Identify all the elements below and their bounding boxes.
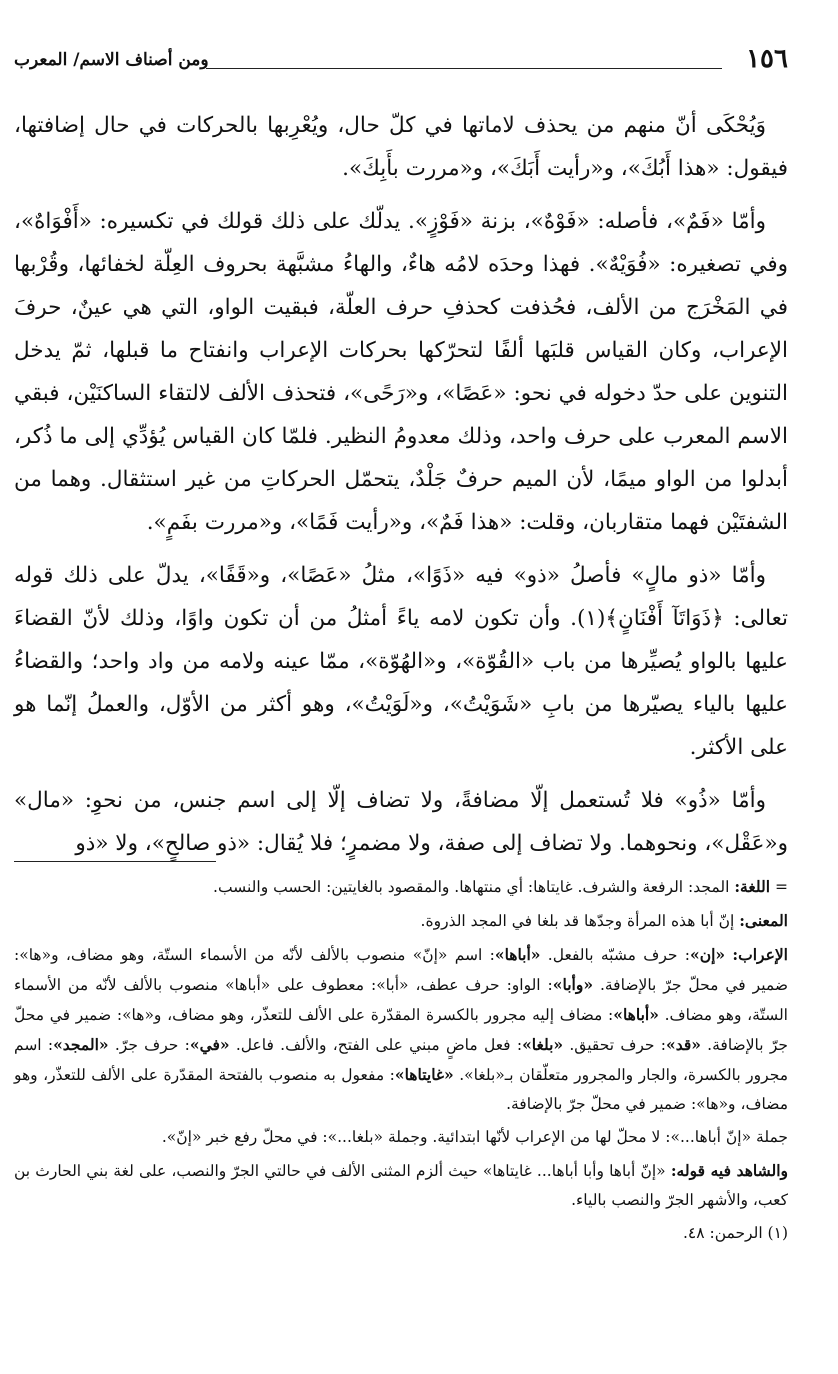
note-irab [14, 940, 788, 1119]
main-text [14, 104, 788, 875]
note-label: الإعراب: [732, 945, 788, 964]
irab-term: «أباها» [613, 1005, 659, 1024]
note-text: المجد: الرفعة والشرف. غايتاها: أي منتهاها. والمقصود بالغايتين: الحسب والنسب. [213, 878, 730, 896]
irab-text: : حرف تحقيق. [563, 1036, 666, 1054]
note-text: إنّ أبا هذه المرأة وجدّها قد بلغا في المجد الذروة. [420, 912, 735, 930]
paragraph: وأمّا «ذو مالٍ» فأصلُ «ذو» فيه «ذَوًا»، مثلُ «عَصًا»، و«قَفًا»، يدلّ على ذلك قوله تعالى: ﴿ذَوَاتَآ أَفْنَانٍ﴾(١). وأن تكون لامه ياءً أمثلُ من أن تكون واوًا، وذلك لأنّ القضاءَ عليها بالواو يُصيِّرها من باب «القُوّة»، و«الهُوّة»، ممّا عينه ولامه من واد واحد؛ والقضاءُ عليها بالياء يصيّرها من بابِ «شَوَيْتُ»، و«لَوَيْتُ»، وهو أكثر من الأوّل، والعملُ إنّما هو على الأكثر. [14, 563, 788, 760]
irab-term: «إن» [690, 945, 726, 964]
paragraph: وَيُحْكَى أنّ منهم من يحذف لاماتها في كلّ حال، ويُعْرِبها بالحركات في حال إضافتها، فيقول: «هذا أَبُكَ»، و«رأيت أَبَكَ»، و«مررت بأَبِكَ». [14, 113, 788, 181]
note-lugha [14, 872, 788, 902]
irab-term: «في» [189, 1035, 230, 1054]
irab-text: : اسم «إنّ» منصوب بالألف لأنّه من الأسماء الستّة، وهو مضاف، و«ها»: ضمير في محلّ جرّ بالإضافة. [14, 946, 788, 994]
irab-text: : فعل ماضٍ مبني على الفتح، والألف. فاعل. [229, 1036, 523, 1054]
irab-text: : حرف مشبّه بالفعل. [540, 946, 691, 964]
page-number: ١٥٦ [746, 44, 788, 74]
note-label: اللغة: [734, 877, 770, 896]
irab-term: «وأبا» [552, 975, 593, 994]
irab-text: : حرف جرّ. [108, 1036, 190, 1054]
page-header [14, 44, 788, 84]
irab-text: : مفعول به منصوب بالفتحة المقدّرة على الألف للتعذّر، وهو مضاف، و«ها»: ضمير في محلّ جرّ بالإضافة. [14, 1066, 788, 1113]
irab-term: «غايتاها» [394, 1065, 454, 1084]
paragraph: وأمّا «ذُو» فلا تُستعمل إلّا مضافةً، ولا تضاف إلّا إلى اسم جنس، من نحوِ: «مال» و«عَقْل»، ونحوهما. ولا تضاف إلى صفة، ولا مضمرٍ؛ فلا يُقال: «ذو صالحٍ»، ولا «ذو [14, 788, 788, 856]
irab-text: : الواو: حرف عطف، «أبا»: معطوف على «أباها» منصوب بالألف لأنّه من الأسماء الستّة، وهو مضاف. [14, 976, 788, 1024]
paragraph: وأمّا «فَمٌ»، فأصله: «فَوْهٌ»، بزنة «فَوْزٍ». يدلّك على ذلك قولك في تكسيره: «أَفْوَاهٌ»، وفي تصغيره: «فُوَيْهٌ». فهذا وحدَه لامُه هاءٌ، والهاءُ مشبَّهة بحروف العِلّة لخفائها، وقُرْبها في المَخْرَج من الألف، فحُذفت كحذفِ حرف العلّة، فبقيت الواو، التي هي عينٌ، حرفَ الإعراب، وكان القياس قلبَها ألفًا لتحرّكها بحركات الإعراب وانفتاح ما قبلها، ثمّ يدخل التنوين على حدّ دخوله في نحو: «عَصًا»، و«رَحًى»، فتحذف الألف لالتقاء الساكنَيْن، فبقي الاسم المعرب على حرف واحد، وذلك معدومُ النظير. فلمّا كان القياس يُؤدِّي إلى ما ذُكر، أبدلوا من الواو ميمًا، لأن الميم حرفٌ جَلْدٌ، يتحمّل الحركاتِ من غير استثقال. وهما من الشفتَيْن فهما متقاربان، وقلت: «هذا فَمٌ»، و«رأيت فَمًا»، و«مررت بفَمٍ». [14, 209, 788, 535]
note-label: والشاهد فيه قوله: [670, 1161, 788, 1180]
note-text: «إنّ أباها وأبا أباها... غايتاها» حيث ألزم المثنى الألف في حالتي الجرّ والنصب، على لغة بني الحارث بن كعب، والأشهر الجرّ والنصب بالياء. [14, 1162, 788, 1209]
note-jumla: جملة «إنّ أباها...»: لا محلّ لها من الإعراب لأنّها ابتدائية. وجملة «بلغا...»: في محلّ رفع خبر «إنّ». [161, 1128, 788, 1146]
note-maana [14, 906, 788, 936]
irab-text: : مضاف إليه مجرور بالكسرة المقدّرة على الألف للتعذّر، وهو مضاف، و«ها»: ضمير في محلّ جرّ بالإضافة. [14, 1006, 788, 1054]
footnote-rule [14, 861, 216, 862]
continuation-mark: = [775, 878, 788, 896]
irab-term: «المجد» [53, 1035, 109, 1054]
header-rule [206, 68, 722, 69]
note-label: المعنى: [739, 911, 788, 930]
book-page [14, 0, 788, 1374]
irab-text: : اسم مجرور بالكسرة، والجار والمجرور متعلّقان بـ«بلغا». [14, 1036, 788, 1084]
footnotes [14, 872, 788, 1252]
irab-term: «قد» [666, 1035, 701, 1054]
footnote-1: (١) الرحمن: ٤٨. [682, 1224, 788, 1242]
running-title: ومن أصناف الاسم/ المعرب [14, 50, 209, 70]
note-shahid [14, 1156, 788, 1215]
irab-term: «بلغا» [522, 1035, 564, 1054]
irab-term: «أباها» [494, 945, 541, 964]
